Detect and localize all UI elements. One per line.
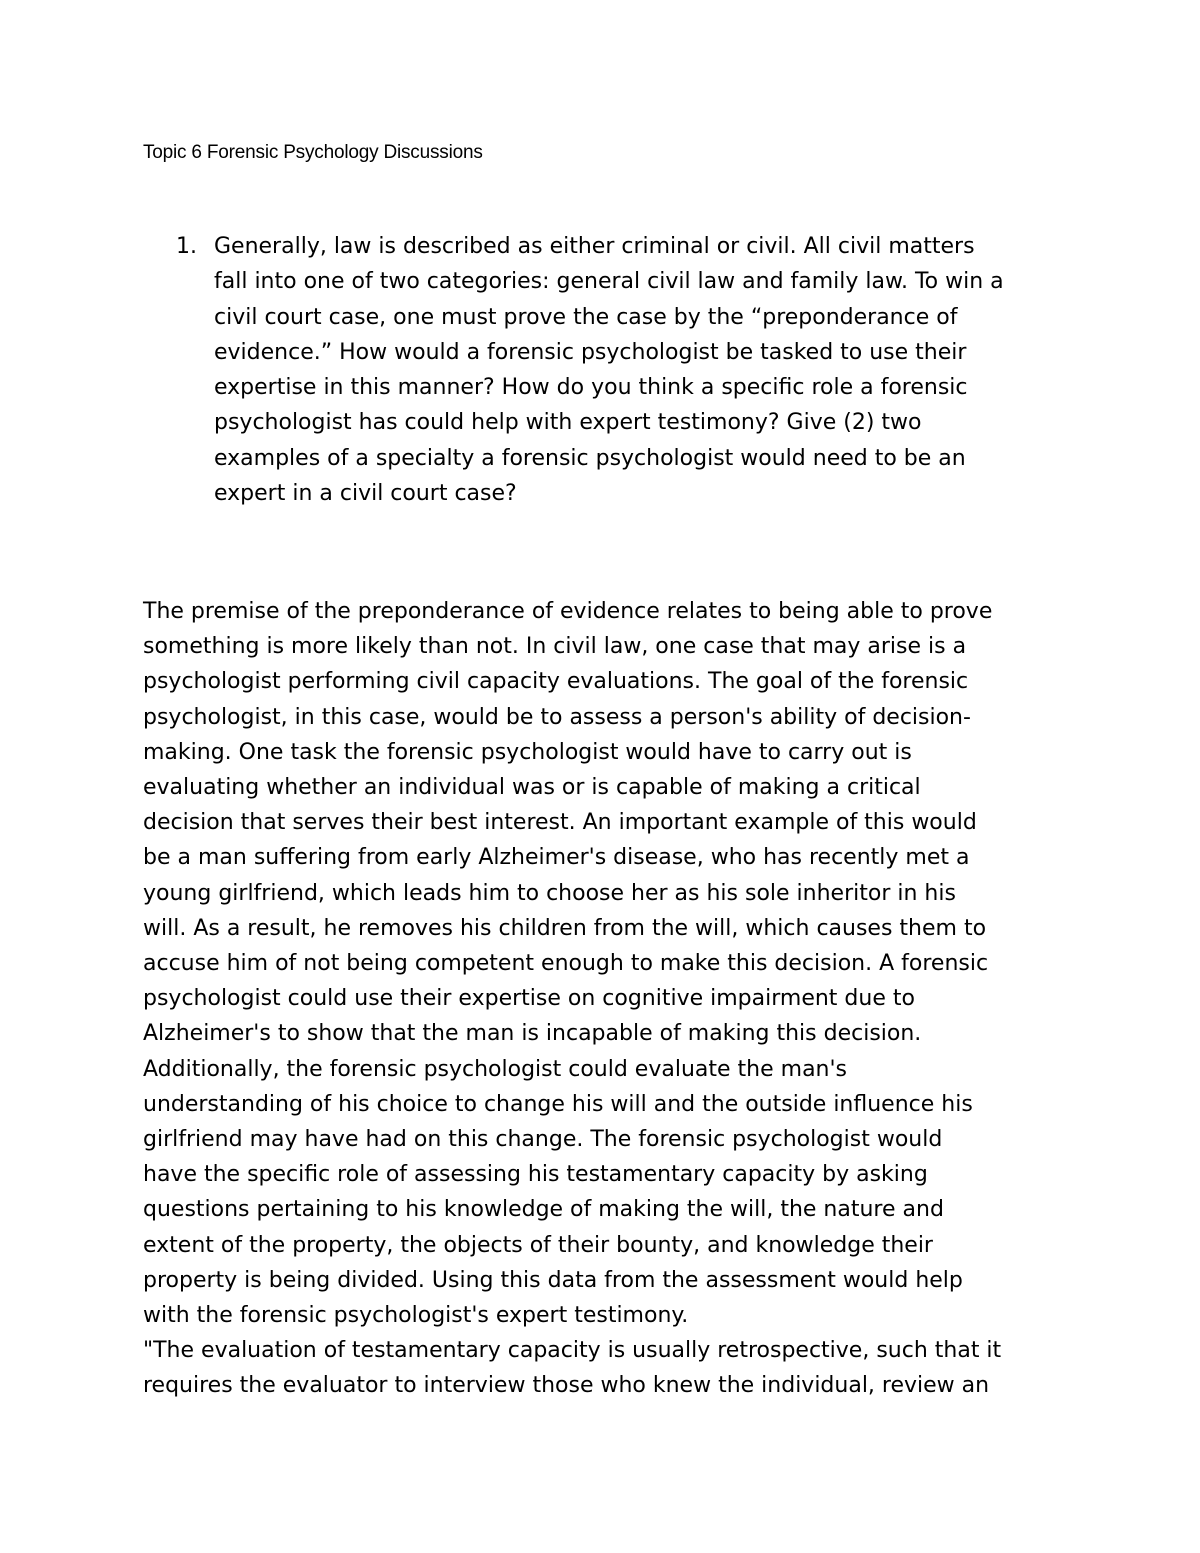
question-line: fall into one of two categories: general civil law and family law. To win a (214, 269, 1004, 295)
question-line: examples of a specialty a forensic psychologist would need to be an (214, 445, 966, 471)
answer-line: girlfriend may have had on this change. The forensic psychologist would (143, 1127, 943, 1153)
answer-line: making. One task the forensic psychologist would have to carry out is (143, 739, 912, 765)
answer-line: extent of the property, the objects of their bounty, and knowledge their (143, 1232, 933, 1258)
answer-line: have the specific role of assessing his testamentary capacity by asking (143, 1162, 928, 1188)
answer-line: be a man suffering from early Alzheimer's disease, who has recently met a (143, 845, 970, 871)
answer-line: will. As a result, he removes his children from the will, which causes them to (143, 915, 987, 941)
document-title: Topic 6 Forensic Psychology Discussions (143, 142, 483, 163)
answer-line: questions pertaining to his knowledge of making the will, the nature and (143, 1197, 944, 1223)
answer-line: Additionally, the forensic psychologist could evaluate the man's (143, 1056, 847, 1082)
answer-line: psychologist, in this case, would be to assess a person's ability of decision- (143, 704, 971, 730)
answer-line: young girlfriend, which leads him to choose her as his sole inheritor in his (143, 880, 956, 906)
answer-line: requires the evaluator to interview those who knew the individual, review an (143, 1373, 990, 1399)
question-line: psychologist has could help with expert testimony? Give (2) two (214, 410, 922, 436)
question-item (143, 229, 1073, 511)
answer-line: understanding of his choice to change his will and the outside influence his (143, 1091, 973, 1117)
answer-line: evaluating whether an individual was or is capable of making a critical (143, 775, 921, 801)
answer-line: The premise of the preponderance of evidence relates to being able to prove (143, 599, 993, 624)
question-line: civil court case, one must prove the case by the “preponderance of (214, 304, 958, 330)
question-number: 1. (176, 234, 197, 259)
answer-line: with the forensic psychologist's expert testimony. (143, 1303, 689, 1329)
question-list (143, 229, 1073, 511)
answer-text (143, 594, 1093, 1404)
answer-line: decision that serves their best interest. An important example of this would (143, 810, 977, 836)
answer-line: something is more likely than not. In civil law, one case that may arise is a (143, 634, 967, 660)
question-line: expert in a civil court case? (214, 481, 517, 507)
answer-line: Alzheimer's to show that the man is incapable of making this decision. (143, 1021, 922, 1047)
answer-line: psychologist performing civil capacity evaluations. The goal of the forensic (143, 669, 969, 695)
answer-line: "The evaluation of testamentary capacity is usually retrospective, such that it (143, 1338, 1002, 1364)
answer-line: accuse him of not being competent enough to make this decision. A forensic (143, 951, 989, 977)
answer-line: psychologist could use their expertise on cognitive impairment due to (143, 986, 915, 1012)
question-line: evidence.” How would a forensic psychologist be tasked to use their (214, 339, 967, 365)
answer-line: property is being divided. Using this data from the assessment would help (143, 1267, 963, 1293)
question-line: expertise in this manner? How do you think a specific role a forensic (214, 375, 968, 401)
question-line: Generally, law is described as either criminal or civil. All civil matters (214, 234, 975, 259)
